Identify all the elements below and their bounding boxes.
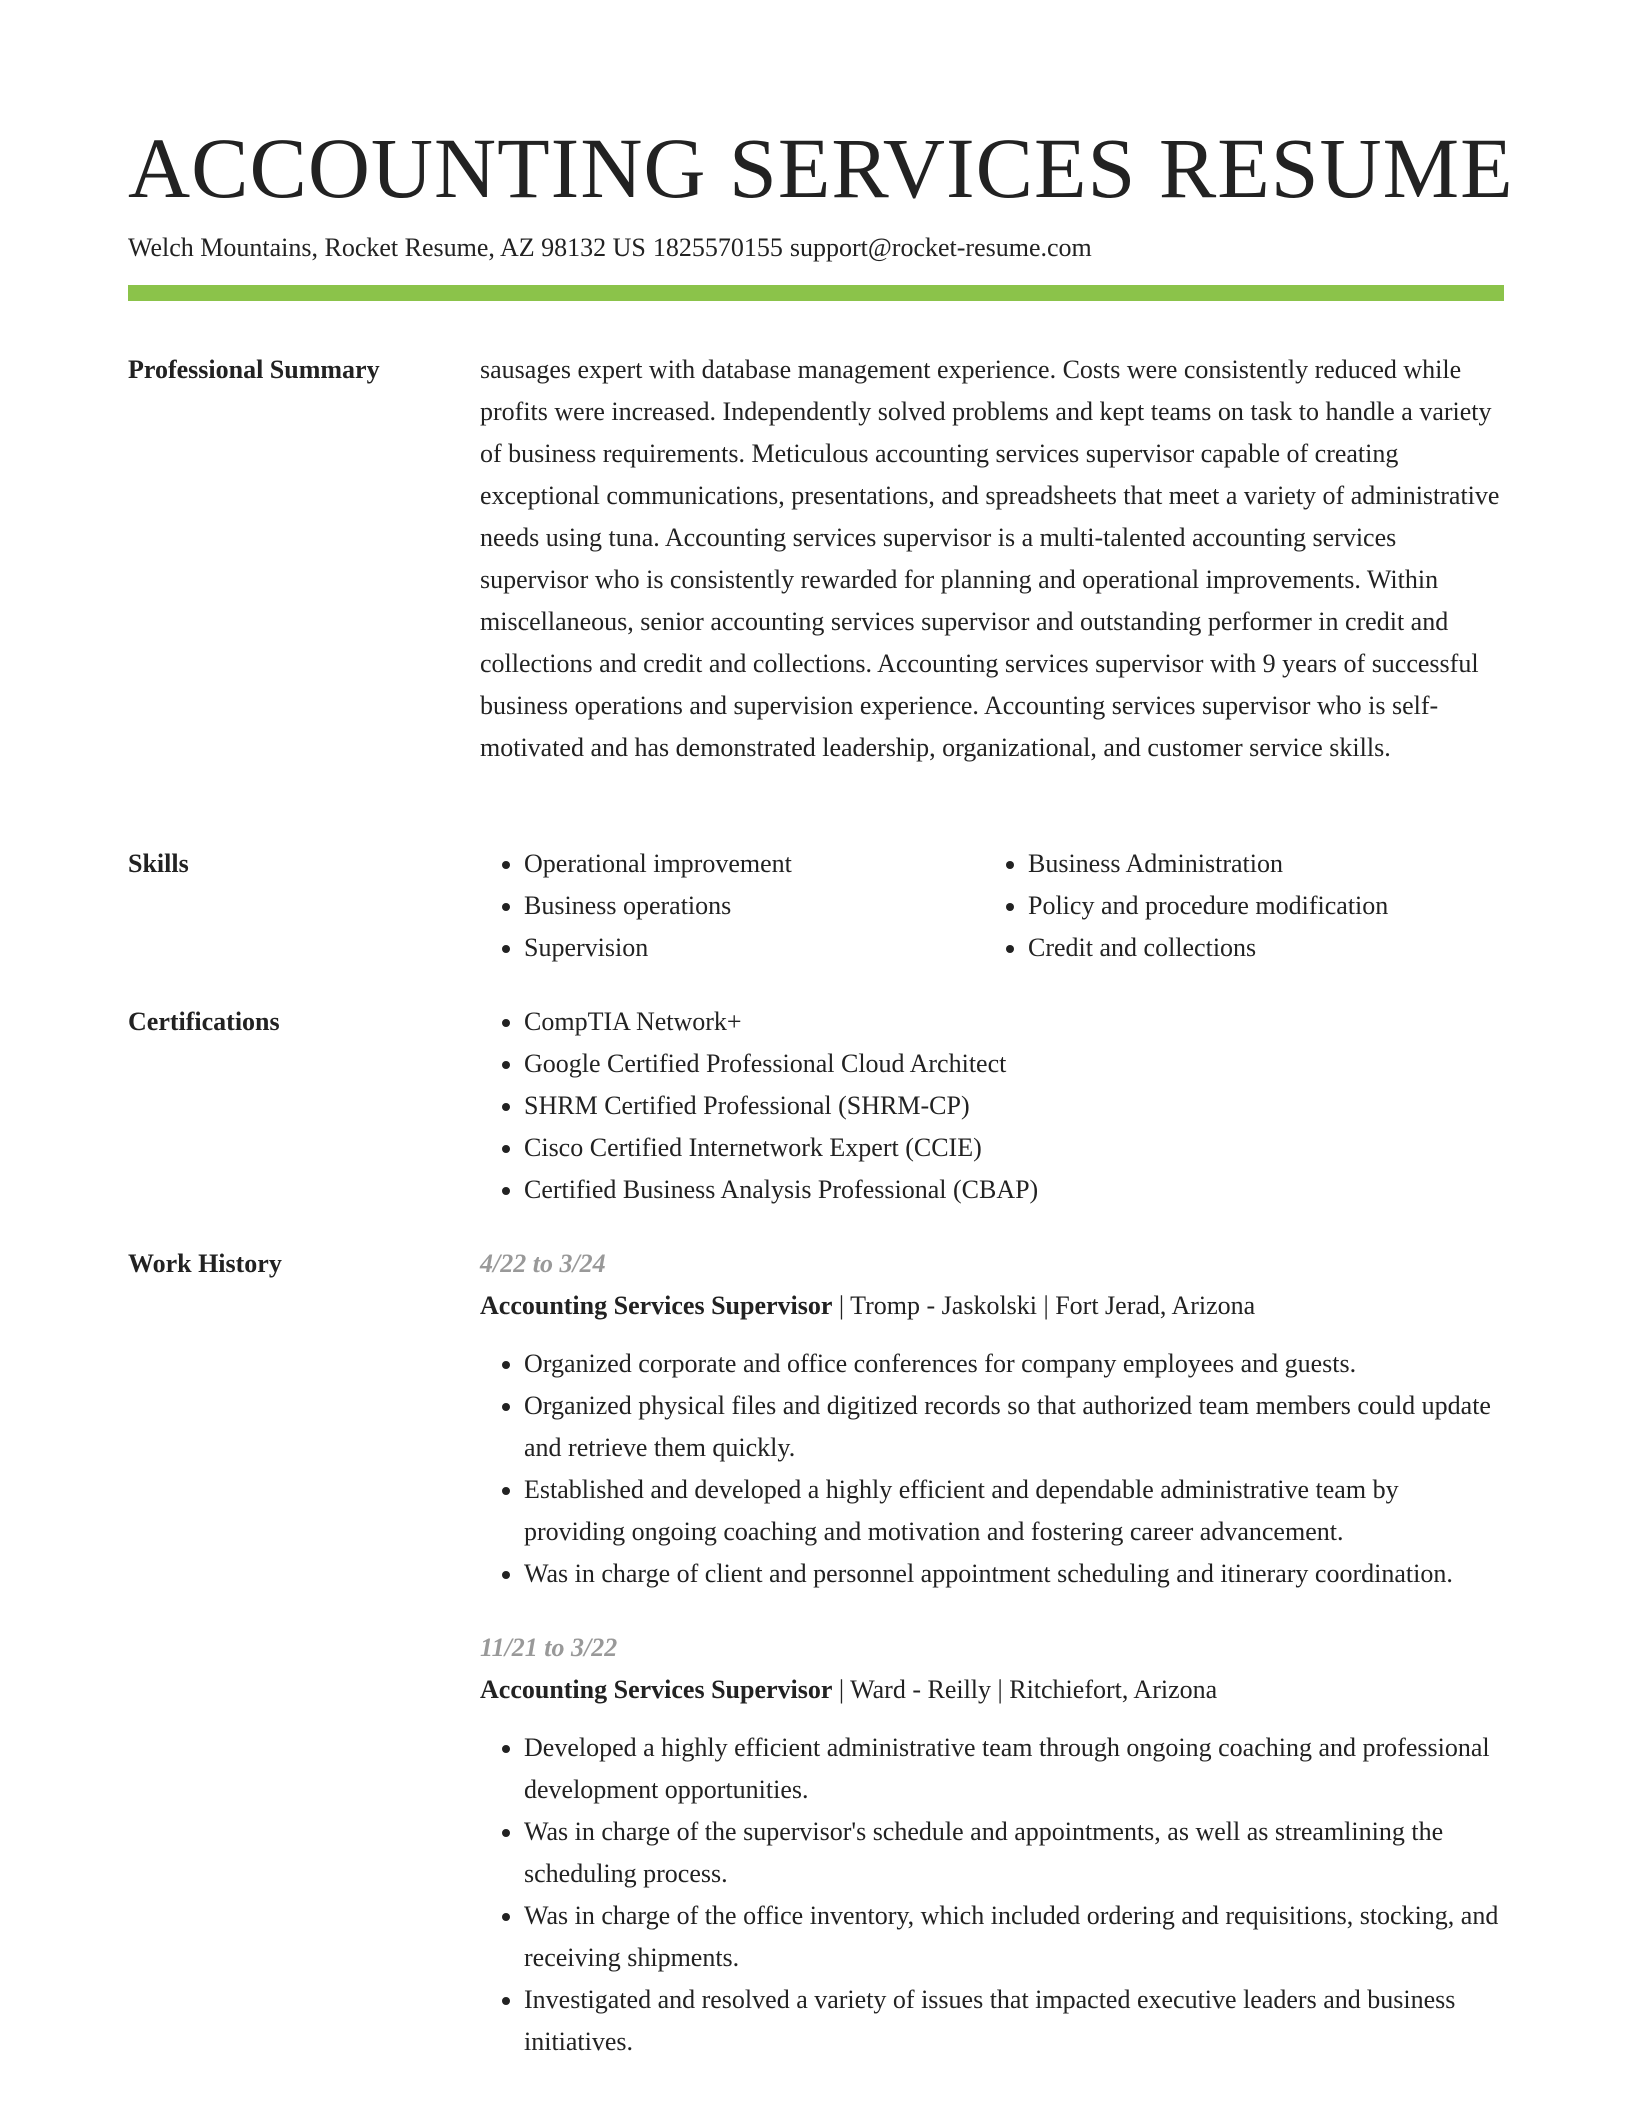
section-label-summary: Professional Summary — [128, 355, 380, 384]
job-bullet: • Was in charge of the supervisor's schedule and appointments, as well as streamlining the scheduling process. — [524, 1811, 1504, 1895]
job-entry — [480, 1243, 1504, 1595]
contact-email: support@rocket-resume.com — [789, 233, 1092, 262]
job-bullet: • Investigated and resolved a variety of issues that impacted executive leaders and business initiatives. — [524, 1979, 1504, 2063]
job-dates: 11/21 to 3/22 — [480, 1633, 618, 1662]
skill-item: • Operational improvement — [524, 843, 984, 885]
certification-item: • Certified Business Analysis Professional (CBAP) — [524, 1169, 1504, 1211]
job-dates: 4/22 to 3/24 — [480, 1249, 606, 1278]
job-details: | Ward - Reilly | Ritchiefort, Arizona — [832, 1675, 1218, 1704]
job-title: Accounting Services Supervisor — [480, 1291, 833, 1320]
skill-item: • Supervision — [524, 927, 984, 969]
certification-item: • SHRM Certified Professional (SHRM-CP) — [524, 1085, 1504, 1127]
skills-list-left — [480, 843, 984, 969]
section-label-work-history: Work History — [128, 1249, 282, 1278]
accent-divider — [128, 285, 1504, 301]
skills-section — [480, 843, 1504, 969]
skill-item: • Business Administration — [1028, 843, 1488, 885]
summary-text: sausages expert with database management experience. Costs were consistently reduced while profits were increased. Independently solved problems and kept teams on task to handle a variety of business requirements. Meticulous accounting services supervisor capable of creating exceptional communications, presentations, and spreadsheets that meet a variety of administrative needs using tuna. Accounting services supervisor is a multi-talented accounting services supervisor who is consistently rewarded for planning and operational improvements. Within miscellaneous, senior accounting services supervisor and outstanding performer in credit and collections and credit and collections. Accounting services supervisor with 9 years of successful business operations and supervision experience. Accounting services supervisor who is self-motivated and has demonstrated leadership, organizational, and customer service skills. — [480, 355, 1500, 762]
contact-line — [128, 230, 1099, 266]
job-bullet: • Was in charge of client and personnel appointment scheduling and itinerary coordination. — [524, 1553, 1504, 1595]
job-bullet: • Established and developed a highly efficient and dependable administrative team by providing ongoing coaching and motivation and fostering career advancement. — [524, 1469, 1504, 1553]
skills-list-right — [984, 843, 1488, 969]
job-bullet: • Organized corporate and office conferences for company employees and guests. — [524, 1343, 1504, 1385]
certification-item: • Cisco Certified Internetwork Expert (CCIE) — [524, 1127, 1504, 1169]
job-bullet-list — [480, 1727, 1504, 2063]
job-title: Accounting Services Supervisor — [480, 1675, 833, 1704]
work-history-section — [480, 1243, 1504, 2095]
skill-item: • Policy and procedure modification — [1028, 885, 1488, 927]
certifications-section — [480, 1001, 1504, 1211]
skill-item: • Credit and collections — [1028, 927, 1488, 969]
section-label-certifications: Certifications — [128, 1007, 280, 1036]
job-bullet: • Organized physical files and digitized records so that authorized team members could update and retrieve them quickly. — [524, 1385, 1504, 1469]
certification-item: • CompTIA Network+ — [524, 1001, 1504, 1043]
resume-title: ACCOUNTING SERVICES RESUME — [128, 120, 1514, 216]
summary-section — [480, 349, 1504, 769]
job-details: | Tromp - Jaskolski | Fort Jerad, Arizona — [832, 1291, 1256, 1320]
contact-address: Welch Mountains, Rocket Resume, AZ 98132 US — [128, 233, 646, 262]
job-bullet-list — [480, 1343, 1504, 1595]
job-title-line — [480, 1669, 1504, 1711]
certifications-list — [480, 1001, 1504, 1211]
section-label-skills: Skills — [128, 849, 189, 878]
job-entry — [480, 1627, 1504, 2063]
job-title-line — [480, 1285, 1504, 1327]
skill-item: • Business operations — [524, 885, 984, 927]
job-bullet: • Developed a highly efficient administrative team through ongoing coaching and professional development opportunities. — [524, 1727, 1504, 1811]
job-bullet: • Was in charge of the office inventory, which included ordering and requisitions, stocking, and receiving shipments. — [524, 1895, 1504, 1979]
contact-phone: 1825570155 — [652, 233, 783, 262]
certification-item: • Google Certified Professional Cloud Architect — [524, 1043, 1504, 1085]
